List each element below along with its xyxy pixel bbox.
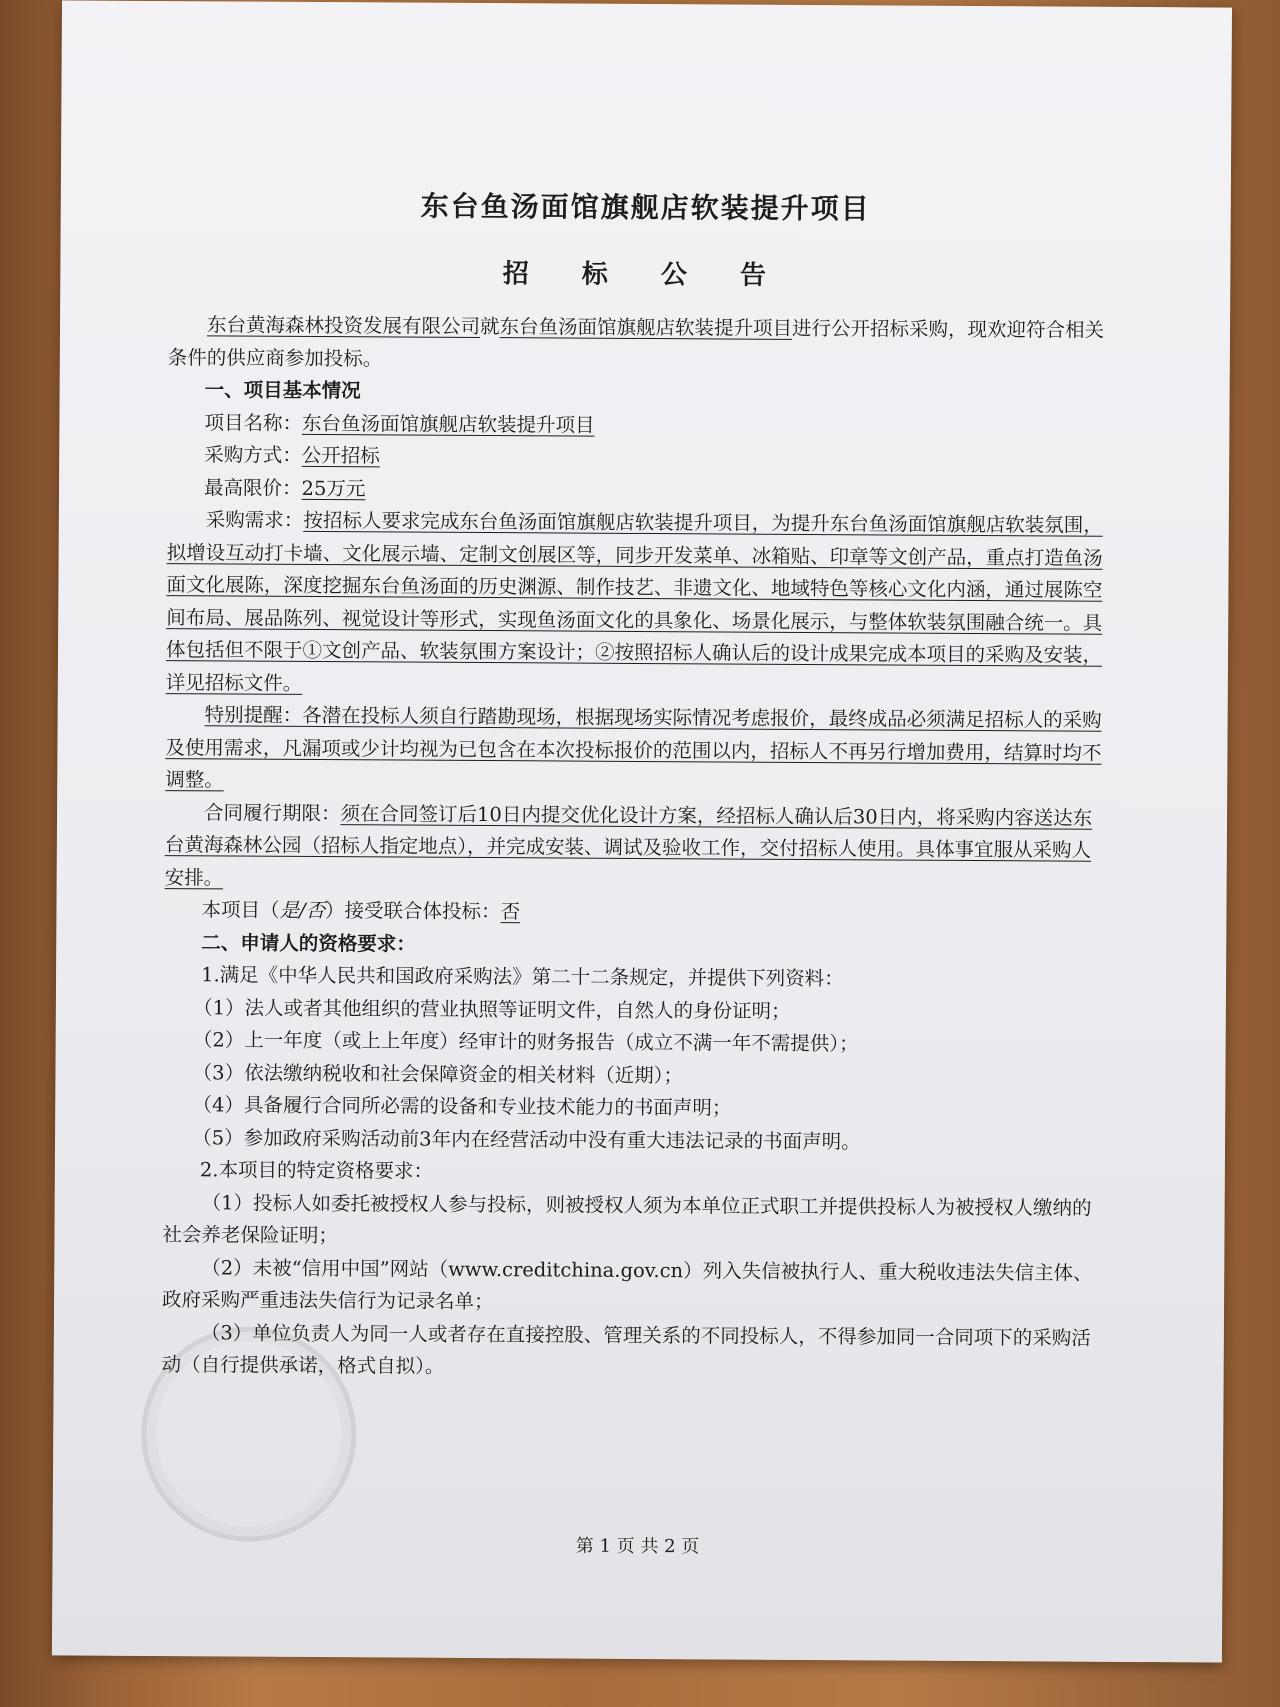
- demand-label: 采购需求：: [205, 508, 304, 532]
- req1-item: （5）参加政府采购活动前3年内在经营活动中没有重大违法记录的书面声明。: [192, 1125, 861, 1153]
- intro-org: 东台黄海森林投资发展有限公司: [206, 313, 481, 338]
- req1-item: （3）依法缴纳税收和社会保障资金的相关材料（近期）；: [192, 1060, 683, 1087]
- method-line: [167, 439, 1107, 477]
- term-label: 合同履行期限：: [203, 800, 341, 825]
- req1-item: （4）具备履行合同所必需的设备和专业技术能力的书面声明；: [192, 1093, 732, 1120]
- document-body: [162, 309, 1109, 1387]
- method-label: 采购方式：: [204, 443, 302, 467]
- consortium-mid: ）接受联合体投标：: [325, 899, 501, 924]
- document-subtitle: 招 标 公 告: [502, 259, 789, 291]
- intro-rest: 进行公开招标采购，现欢迎符合相关条件的供应商参加投标。: [167, 316, 1105, 370]
- demand-paragraph: [166, 504, 1107, 705]
- req2-item: （3）单位负责人为同一人或者存在直接控股、管理关系的不同投标人，不得参加同一合同项下的采购活动（自行提供承诺，格式自拟）。: [161, 1320, 1091, 1378]
- req2-item: （2）未被“信用中国”网站（www.creditchina.gov.cn）列入失信被执行人、重大税收违法失信主体、政府采购严重违法失信行为记录名单；: [162, 1255, 1093, 1314]
- project-name-label: 项目名称：: [204, 410, 303, 435]
- reminder-paragraph: [165, 699, 1106, 802]
- intro-paragraph: [168, 309, 1108, 380]
- consortium-value: 否: [500, 900, 521, 924]
- req1-item: （1）法人或者其他组织的营业执照等证明文件，自然人的身份证明；: [193, 995, 791, 1023]
- consortium-choice: 是/否: [279, 898, 326, 923]
- intro-project: 东台鱼汤面馆旗舰店软装提升项目: [499, 315, 793, 340]
- page-footer: 第 1 页 共 2 页: [575, 1535, 700, 1558]
- document-page: [52, 0, 1232, 1662]
- req1-heading: 1.满足《中华人民共和国政府采购法》第二十二条规定，并提供下列资料：: [201, 963, 844, 991]
- req2-heading: 2.本项目的特定资格要求：: [199, 1158, 434, 1183]
- price-label: 最高限价：: [204, 475, 302, 500]
- reminder-value: 各潜在投标人须自行踏勘现场，根据现场实际情况考虑报价，最终成品必须满足招标人的采购及使用需求，凡漏项或少计均视为已包含在本次投标报价的范围以内，招标人不再另行增加费用，结算时均不调整。: [165, 703, 1102, 792]
- document-title: 东台鱼汤面馆旗舰店软装提升项目: [420, 189, 871, 226]
- reminder-label: 特别提醒：: [204, 703, 303, 727]
- consortium-line: [164, 894, 1104, 932]
- req2-item: （1）投标人如委托被授权人参与投标，则被授权人须为本单位正式职工并提供投标人为被授权人缴纳的社会养老保险证明；: [162, 1190, 1092, 1248]
- term-paragraph: [165, 797, 1106, 900]
- consortium-label: 本项目（: [201, 898, 280, 922]
- price-value: 25万元: [301, 476, 366, 500]
- req1-item: （2）上一年度（或上上年度）经审计的财务报告（成立不满一年不需提供）；: [192, 1028, 859, 1056]
- section1-heading: 一、项目基本情况: [204, 378, 361, 403]
- intro-mid: 就: [479, 314, 500, 339]
- project-name-value: 东台鱼汤面馆旗舰店软装提升项目: [301, 411, 595, 437]
- section2-heading: 二、申请人的资格要求：: [201, 930, 416, 956]
- demand-value: 按招标人要求完成东台鱼汤面馆旗舰店软装提升项目，为提升东台鱼汤面馆旗舰店软装氛围，拟增设互动打卡墙、文化展示墙、定制文创展区等，同步开发菜单、冰箱贴、印章等文创产品，重点打造鱼汤面文化展陈，深度挖掘东台鱼汤面的历史渊源、制作技艺、非遗文化、地域特色等核心文化内涵，通过展陈空间布局、展品陈列、视觉设计等形式，实现鱼汤面文化的具象化、场景化展示，与整体软装氛围融合统一。具体包括但不限于①文创产品、软装氛围方案设计；②按照招标人确认后的设计成果完成本项目的采购及安装，详见招标文件。: [165, 508, 1103, 695]
- method-value: 公开招标: [301, 443, 380, 468]
- term-value: 须在合同签订后10日内提交优化设计方案，经招标人确认后30日内，将采购内容送达东台黄海森林公园（招标人指定地点），并完成安装、调试及验收工作，交付招标人使用。具体事宜服从采购人安排。: [164, 801, 1093, 889]
